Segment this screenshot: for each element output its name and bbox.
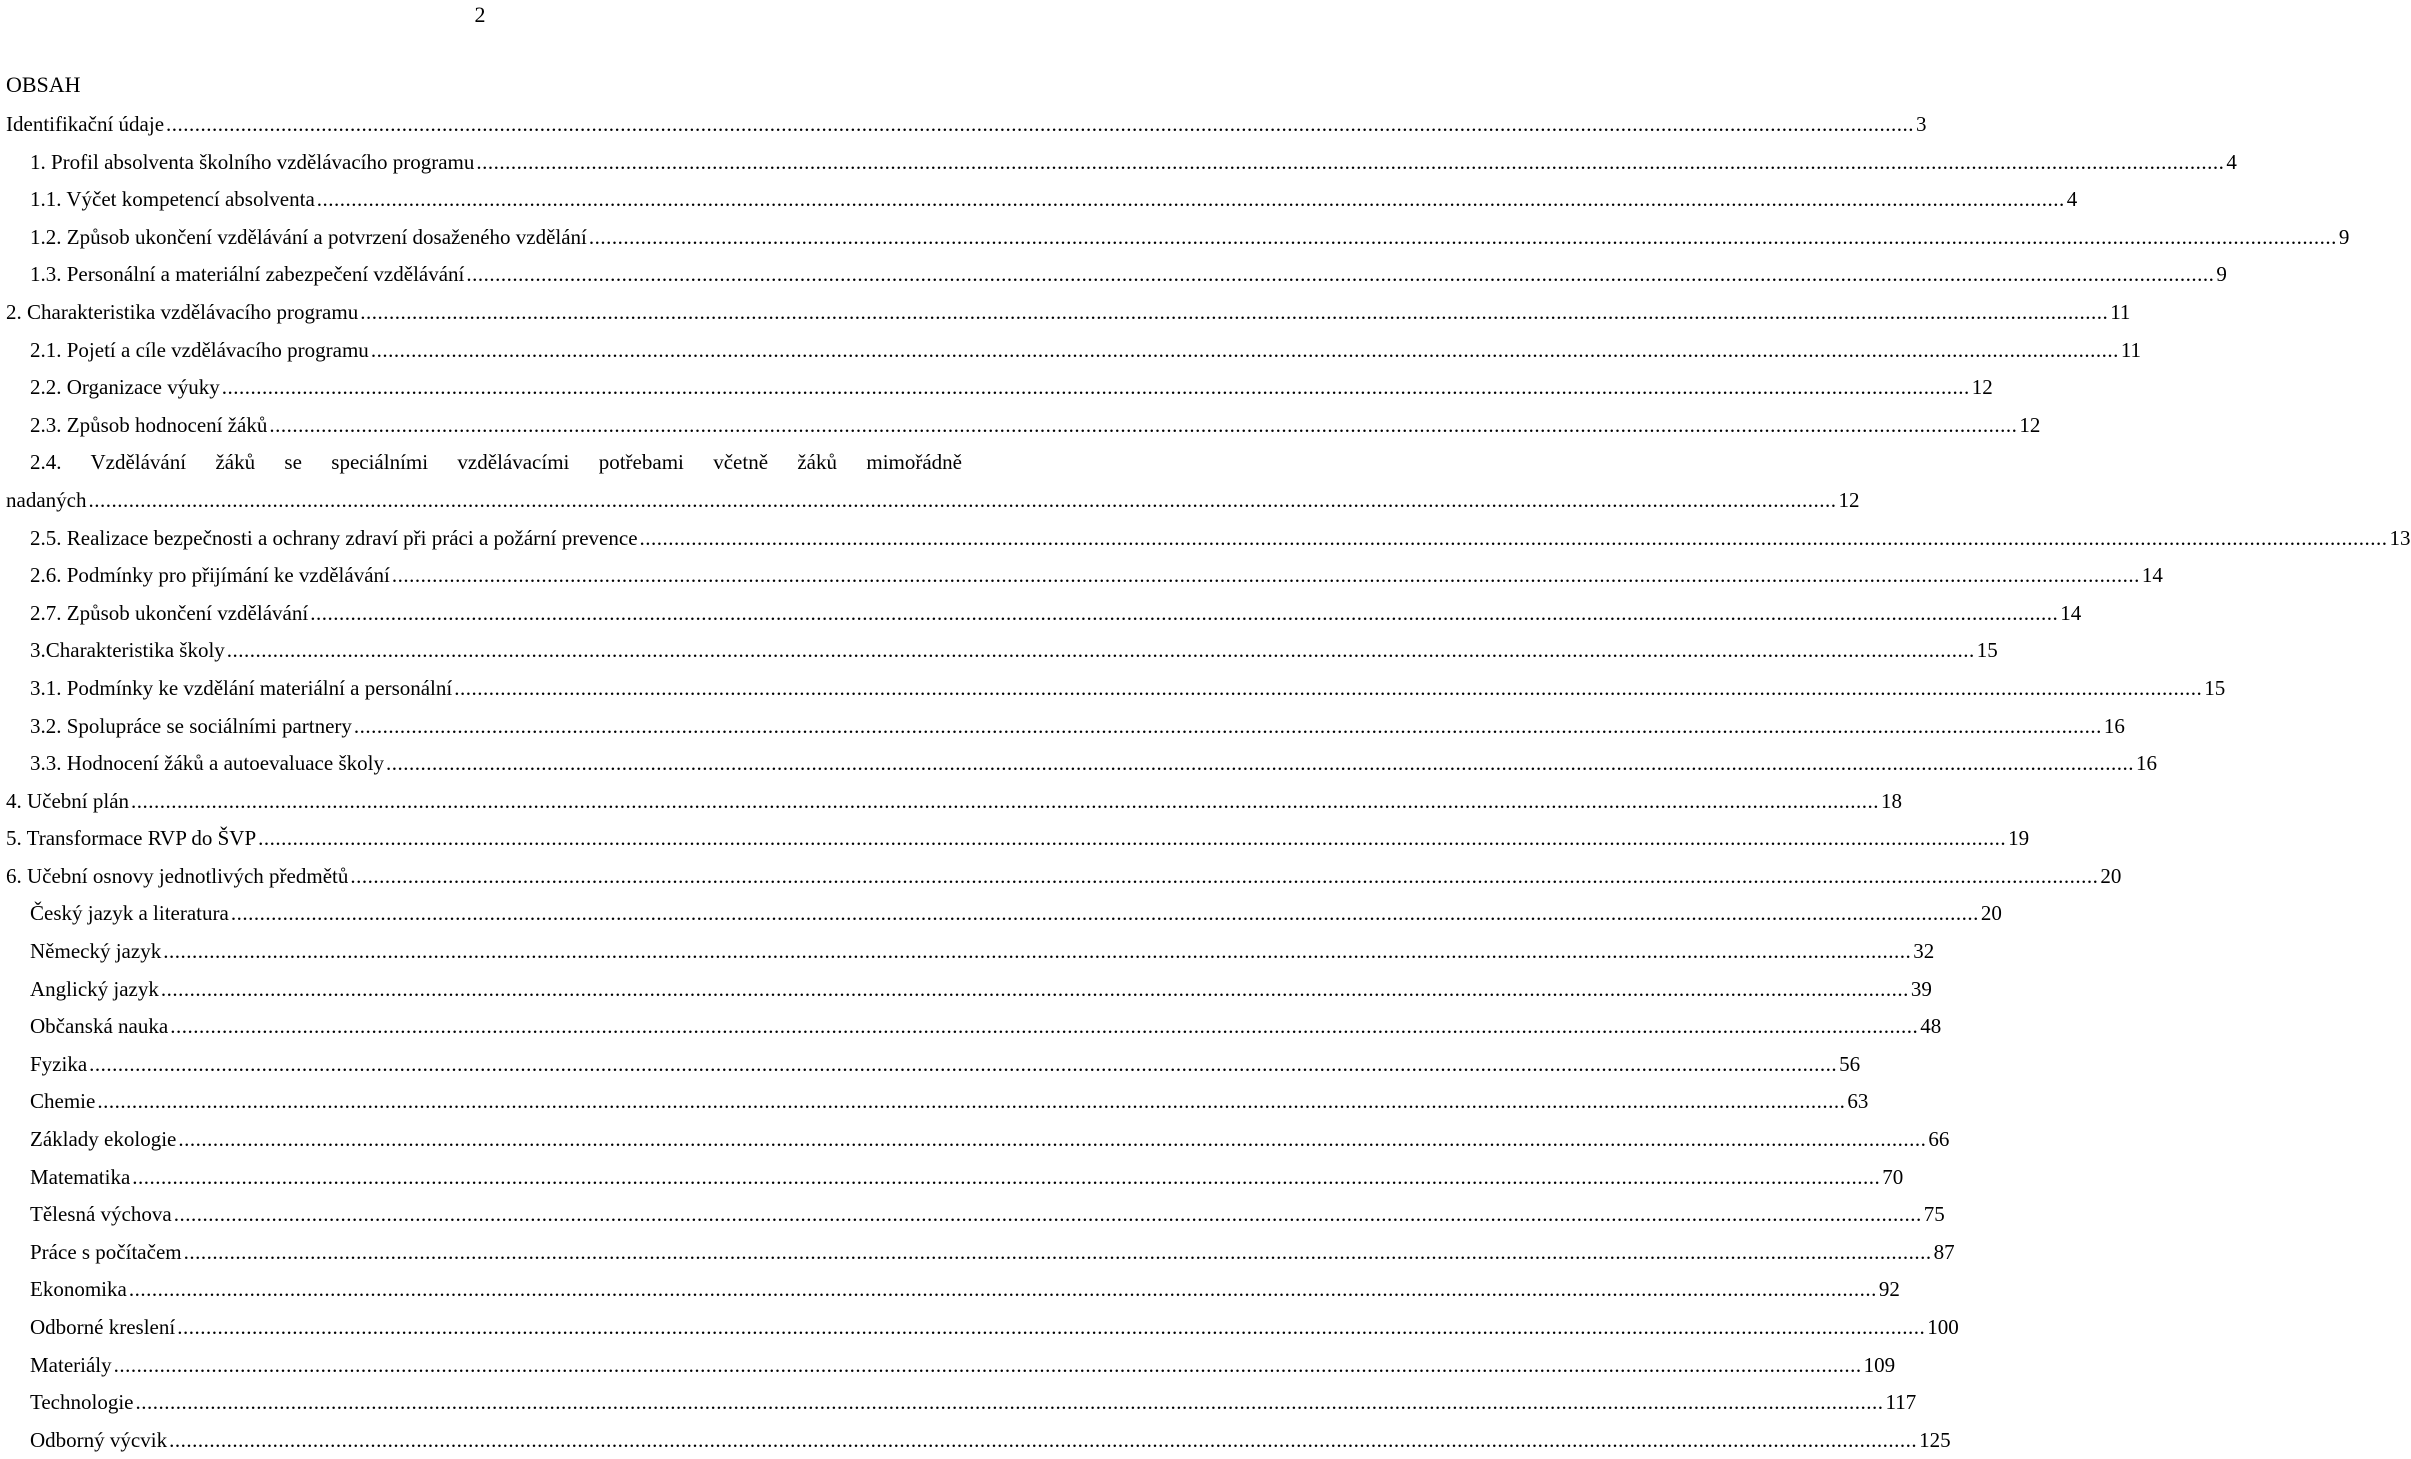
toc-entry[interactable]: [6, 1234, 1955, 1272]
toc-entry-title: 3.2. Spolupráce se sociálními partnery: [30, 713, 352, 738]
toc-entry[interactable]: [6, 1121, 1950, 1159]
toc-entry[interactable]: [6, 745, 2157, 783]
toc-dot-leader: [386, 745, 2134, 783]
toc-entry[interactable]: [6, 294, 2131, 332]
toc-entry-page: 11: [2110, 299, 2131, 324]
toc-entry-page: 20: [2100, 863, 2122, 888]
toc-entry[interactable]: [6, 520, 2411, 558]
toc-entry-title: 2.3. Způsob hodnocení žáků: [30, 412, 268, 437]
toc-entry[interactable]: [6, 1196, 1945, 1234]
toc-dot-leader: [166, 106, 1914, 144]
toc-entry[interactable]: [6, 144, 2237, 182]
toc-entry-title: Práce s počítačem: [30, 1239, 182, 1264]
toc-entry[interactable]: [6, 1083, 1869, 1121]
toc-entry-page: 15: [2204, 675, 2226, 700]
toc-entry-title: 5. Transformace RVP do ŠVP: [6, 826, 257, 851]
toc-entry-page: 18: [1881, 788, 1903, 813]
toc-entry-title: 6. Učební osnovy jednotlivých předmětů: [6, 863, 349, 888]
toc-dot-leader: [258, 820, 2006, 858]
toc-dot-leader: [354, 708, 2102, 746]
toc-entry[interactable]: [6, 708, 2125, 746]
toc-entry-page: 16: [2103, 713, 2125, 738]
toc-entry-page: 9: [2338, 224, 2350, 249]
toc-entry[interactable]: [6, 971, 1932, 1009]
toc-dot-leader: [227, 632, 1975, 670]
toc-dot-leader: [161, 971, 1909, 1009]
toc-dot-leader: [454, 670, 2202, 708]
toc-entry-page: 11: [2120, 337, 2142, 362]
toc-entry-page: 12: [2019, 412, 2041, 437]
toc-dot-leader: [640, 520, 2388, 558]
toc-entry[interactable]: [6, 820, 2030, 858]
toc-dot-leader: [371, 332, 2119, 370]
toc-dot-leader: [88, 482, 1836, 520]
toc-entry-title: Matematika: [30, 1164, 131, 1189]
toc-entry[interactable]: [6, 858, 2122, 896]
toc-entry-page: 12: [1971, 375, 1993, 400]
toc-dot-leader: [89, 1046, 1837, 1084]
toc-entry-title: 1.2. Způsob ukončení vzdělávání a potvrzení dosaženého vzdělání: [30, 224, 587, 249]
toc-entry[interactable]: [6, 256, 2227, 294]
toc-entry[interactable]: [6, 1422, 1951, 1459]
toc-entry-title: Odborné kreslení: [30, 1315, 176, 1339]
toc-entry-page: 12: [1838, 487, 1860, 512]
toc-entry-title: Německý jazyk: [30, 939, 162, 964]
toc-entry-title: Fyzika: [30, 1051, 88, 1076]
toc-dot-leader: [131, 783, 1879, 821]
toc-entry-page: 125: [1919, 1427, 1951, 1452]
toc-dot-leader: [231, 895, 1979, 933]
toc-entry[interactable]: [6, 219, 2350, 257]
toc-entry[interactable]: [6, 369, 1993, 407]
toc-entry[interactable]: [6, 783, 1903, 821]
toc-entry-page: 3: [1916, 112, 1927, 136]
toc-entry-page: 14: [2060, 600, 2082, 625]
toc-entry[interactable]: [6, 632, 1998, 670]
toc-entry-title: Český jazyk a literatura: [30, 901, 229, 926]
toc-entry[interactable]: [6, 332, 2142, 370]
toc-entry-page: 56: [1839, 1051, 1861, 1076]
table-of-contents: [6, 106, 2411, 1459]
toc-entry-title: Materiály: [30, 1352, 112, 1377]
toc-entry-page: 14: [2141, 563, 2163, 588]
toc-entry-page: 32: [1913, 939, 1935, 964]
toc-entry-page: 70: [1882, 1164, 1904, 1189]
toc-entry-page: 48: [1920, 1014, 1942, 1039]
toc-entry-page: 39: [1910, 976, 1932, 1001]
toc-entry-page: 20: [1980, 901, 2002, 926]
toc-entry-page: 15: [1976, 638, 1998, 663]
toc-entry-page: 16: [2135, 751, 2157, 776]
toc-entry-title: 2.4. Vzdělávání žáků se speciálními vzdělávacími potřebami včetně žáků mimořádně: [30, 450, 962, 475]
toc-entry[interactable]: [6, 1271, 1900, 1309]
toc-entry-page: 109: [1863, 1352, 1896, 1377]
toc-dot-leader: [174, 1196, 1922, 1234]
toc-heading: OBSAH: [6, 72, 81, 97]
toc-dot-leader: [132, 1159, 1880, 1197]
toc-entry-title: 2.2. Organizace výuky: [30, 375, 220, 400]
toc-entry-title: Základy ekologie: [30, 1127, 177, 1152]
toc-dot-leader: [177, 1309, 1925, 1347]
toc-entry[interactable]: [6, 1046, 1861, 1084]
toc-entry-title: Odborný výcvik: [30, 1427, 168, 1452]
toc-dot-leader: [466, 256, 2214, 294]
toc-entry-page: 100: [1927, 1315, 1959, 1339]
toc-entry-page: 9: [2216, 262, 2227, 287]
toc-entry-page: 117: [1885, 1390, 1917, 1415]
toc-entry-title: 2.5. Realizace bezpečnosti a ochrany zdraví při práci a požární prevence: [30, 525, 638, 550]
toc-entry-title: 2.7. Způsob ukončení vzdělávání: [30, 600, 309, 625]
toc-dot-leader: [184, 1234, 1932, 1272]
toc-dot-leader: [114, 1347, 1862, 1385]
toc-entry-title: Anglický jazyk: [30, 976, 159, 1001]
toc-entry-page: 75: [1923, 1202, 1945, 1227]
toc-dot-leader: [476, 144, 2224, 182]
toc-entry-title: 2. Charakteristika vzdělávacího programu: [6, 299, 359, 324]
toc-entry-title-continued: nadaných: [6, 487, 87, 512]
toc-entry-page: 19: [2008, 826, 2030, 851]
toc-entry[interactable]: [6, 1008, 1942, 1046]
toc-entry-title: Identifikační údaje: [6, 112, 165, 136]
toc-entry-title: 1. Profil absolventa školního vzdělávacího programu: [30, 149, 475, 174]
toc-entry[interactable]: [6, 1347, 1896, 1385]
toc-entry-title: 2.6. Podmínky pro přijímání ke vzdělávání: [30, 563, 390, 588]
toc-dot-leader: [129, 1271, 1877, 1309]
toc-entry-title: 1.3. Personální a materiální zabezpečení vzdělávání: [30, 262, 465, 287]
toc-dot-leader: [310, 595, 2058, 633]
toc-entry[interactable]: [6, 1159, 1904, 1197]
toc-entry-title: Tělesná výchova: [30, 1202, 172, 1227]
toc-entry-title: Chemie: [30, 1089, 96, 1114]
toc-entry-title: 1.1. Výčet kompetencí absolventa: [30, 187, 315, 212]
toc-dot-leader: [222, 369, 1970, 407]
toc-dot-leader: [178, 1121, 1926, 1159]
toc-entry-page: 66: [1928, 1127, 1950, 1152]
toc-entry-page: 4: [2066, 187, 2078, 212]
toc-entry-page: 4: [2226, 149, 2237, 174]
toc-dot-leader: [97, 1083, 1845, 1121]
toc-entry-title: Občanská nauka: [30, 1014, 169, 1039]
toc-entry[interactable]: [6, 1309, 1959, 1347]
toc-entry-page: 63: [1847, 1089, 1869, 1114]
toc-dot-leader: [269, 407, 2017, 445]
toc-entry-title: 3.Charakteristika školy: [30, 638, 225, 663]
toc-entry-page: 87: [1933, 1239, 1955, 1264]
toc-entry[interactable]: [6, 407, 2041, 445]
toc-entry[interactable]: [6, 595, 2082, 633]
toc-dot-leader: [169, 1422, 1917, 1459]
toc-entry-page: 13: [2389, 525, 2411, 550]
toc-entry[interactable]: [6, 1384, 1917, 1422]
toc-entry[interactable]: [6, 181, 2078, 219]
toc-dot-leader: [589, 219, 2337, 257]
toc-entry[interactable]: [6, 557, 2163, 595]
page-number: 2: [474, 2, 486, 27]
toc-dot-leader: [392, 557, 2140, 595]
toc-dot-leader: [317, 181, 2065, 219]
toc-entry[interactable]: [6, 106, 1927, 144]
toc-entry-title: Ekonomika: [30, 1277, 127, 1302]
toc-entry[interactable]: [6, 444, 1860, 519]
toc-dot-leader: [163, 933, 1911, 971]
toc-dot-leader: [360, 294, 2108, 332]
toc-entry-title: 2.1. Pojetí a cíle vzdělávacího programu: [30, 337, 369, 362]
toc-entry-title: Technologie: [30, 1390, 134, 1415]
toc-entry[interactable]: [6, 670, 2226, 708]
toc-entry-title: 3.3. Hodnocení žáků a autoevaluace školy: [30, 751, 384, 776]
toc-entry-title: 4. Učební plán: [6, 788, 130, 813]
toc-dot-leader: [136, 1384, 1884, 1422]
toc-entry-title: 3.1. Podmínky ke vzdělání materiální a personální: [30, 675, 453, 700]
toc-dot-leader: [170, 1008, 1918, 1046]
toc-entry-page: 92: [1878, 1277, 1900, 1302]
toc-dot-leader: [350, 858, 2098, 896]
toc-entry[interactable]: [6, 933, 1935, 971]
toc-entry[interactable]: [6, 895, 2002, 933]
